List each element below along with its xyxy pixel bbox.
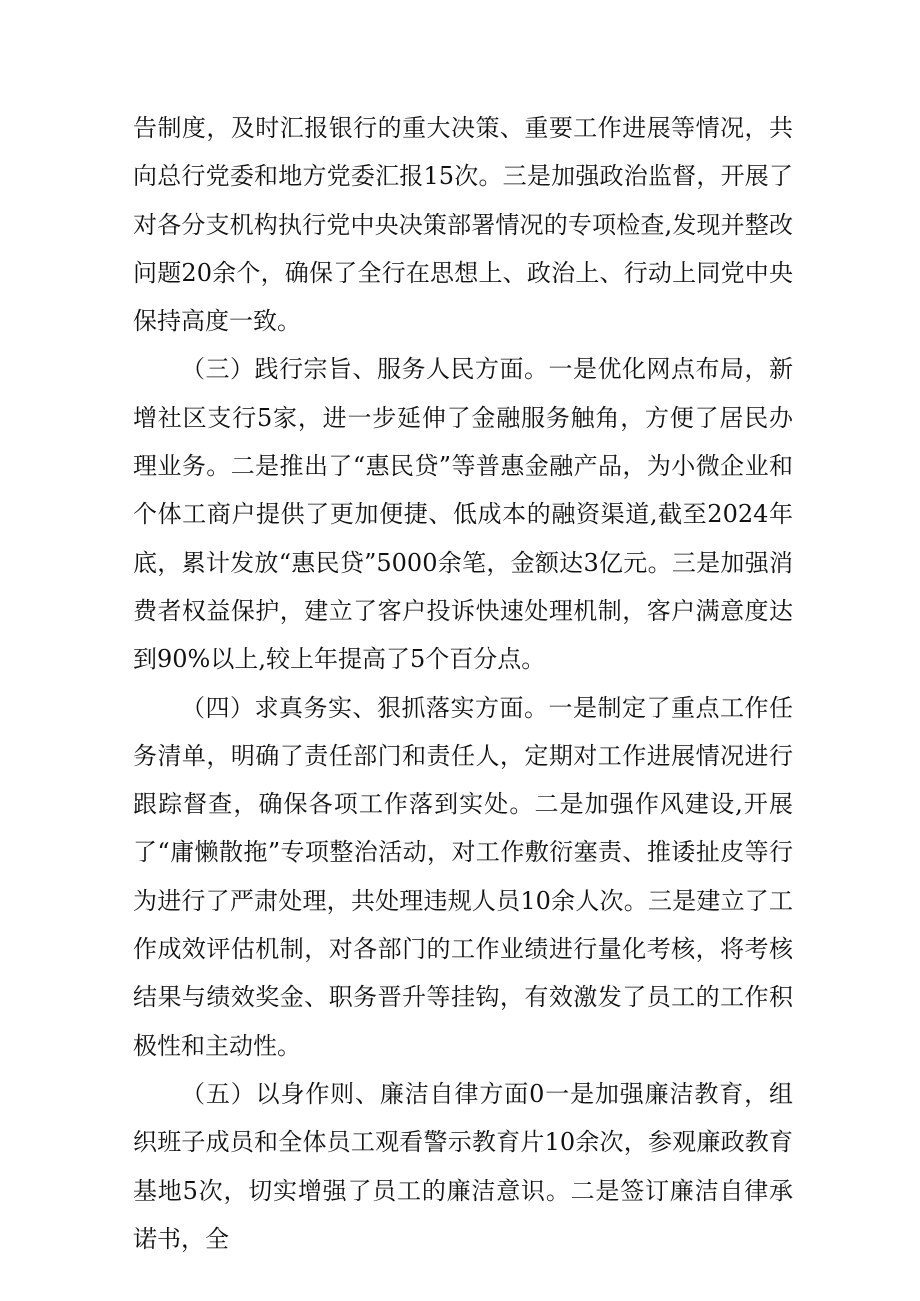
paragraph-section-five: （五）以身作则、廉洁自律方面0一是加强廉洁教育，组织班子成员和全体员工观看警示教育片10余次，参观廉政教育基地5次，切实增强了员工的廉洁意识。二是签订廉洁自律承诺书，全 — [133, 1079, 793, 1253]
paragraph-section-three: （三）践行宗旨、服务人民方面。一是优化网点布局，新增社区支行5家，进一步延伸了金融服务触角，方便了居民办理业务。二是推出了“惠民贷”等普惠金融产品，为小微企业和个体工商户提供了更加便捷、低成本的融资渠道,截至2024年底，累计发放“惠民贷”5000余笔，金额达3亿元。三是加强消费者权益保护，建立了客户投诉快速处理机制，客户满意度达到90%以上,较上年提高了5个百分点。 — [133, 355, 793, 674]
paragraph-section-four: （四）求真务实、狠抓落实方面。一是制定了重点工作任务清单，明确了责任部门和责任人，定期对工作进展情况进行跟踪督查，确保各项工作落到实处。二是加强作风建设,开展了“庸懒散拖”专项整治活动，对工作敷衍塞责、推诿扯皮等行为进行了严肃处理，共处理违规人员10余人次。三是建立了工作成效评估机制，对各部门的工作业绩进行量化考核，将考核结果与绩效奖金、职务晋升等挂钩，有效激发了员工的工作积极性和主动性。 — [133, 693, 793, 1060]
document-body — [133, 104, 793, 1263]
paragraph-continuation: 告制度，及时汇报银行的重大决策、重要工作进展等情况，共向总行党委和地方党委汇报15次。三是加强政治监督，开展了对各分支机构执行党中央决策部署情况的专项检查,发现并整改问题20余个，确保了全行在思想上、政治上、行动上同党中央保持高度一致。 — [133, 114, 793, 336]
